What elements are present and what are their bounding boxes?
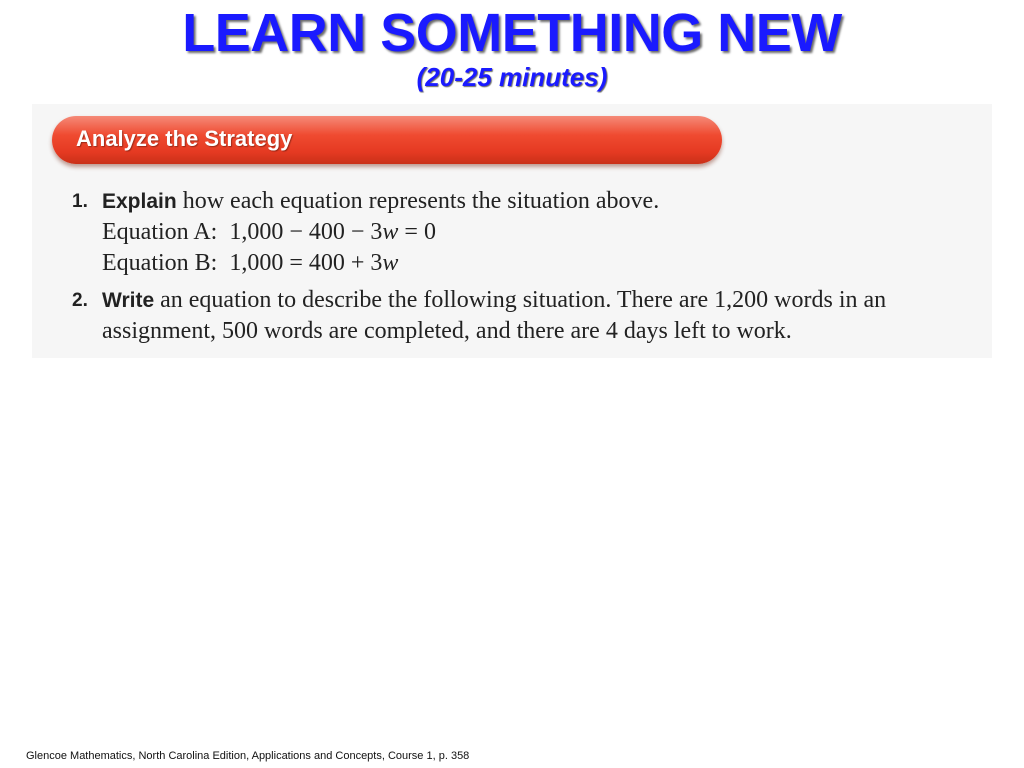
question-lead-verb: Write	[102, 289, 155, 312]
source-citation: Glencoe Mathematics, North Carolina Edition, Applications and Concepts, Course 1, p. 358	[26, 750, 470, 762]
strategy-banner-label: Analyze the Strategy	[76, 126, 293, 151]
slide-subtitle: (20-25 minutes)	[416, 62, 608, 92]
slide-title: LEARN SOMETHING NEW	[182, 3, 842, 63]
equation-expression: 1,000 − 400 − 3	[229, 219, 383, 245]
question-text: how each equation represents the situation above.	[176, 188, 660, 214]
question-number: 2.	[72, 290, 88, 311]
equation-expression: 1,000 = 400 + 3	[229, 250, 383, 276]
equation-a	[102, 217, 972, 248]
question-list	[72, 186, 972, 347]
strategy-banner	[52, 116, 722, 164]
question-number: 1.	[72, 191, 88, 212]
equation-b	[102, 248, 972, 279]
textbook-excerpt	[32, 104, 992, 358]
question-item	[72, 186, 972, 279]
question-text: an equation to describe the following situation. There are 1,200 words in an assignment, 500 words are completed, and there are 4 days left to work.	[102, 287, 887, 344]
equation-expression: = 0	[398, 219, 436, 245]
equation-variable: w	[382, 250, 399, 276]
equation-variable: w	[382, 219, 399, 245]
question-item	[72, 285, 972, 347]
equation-label: Equation B:	[102, 250, 230, 276]
question-lead-verb: Explain	[102, 190, 177, 213]
equation-label: Equation A:	[102, 219, 230, 245]
